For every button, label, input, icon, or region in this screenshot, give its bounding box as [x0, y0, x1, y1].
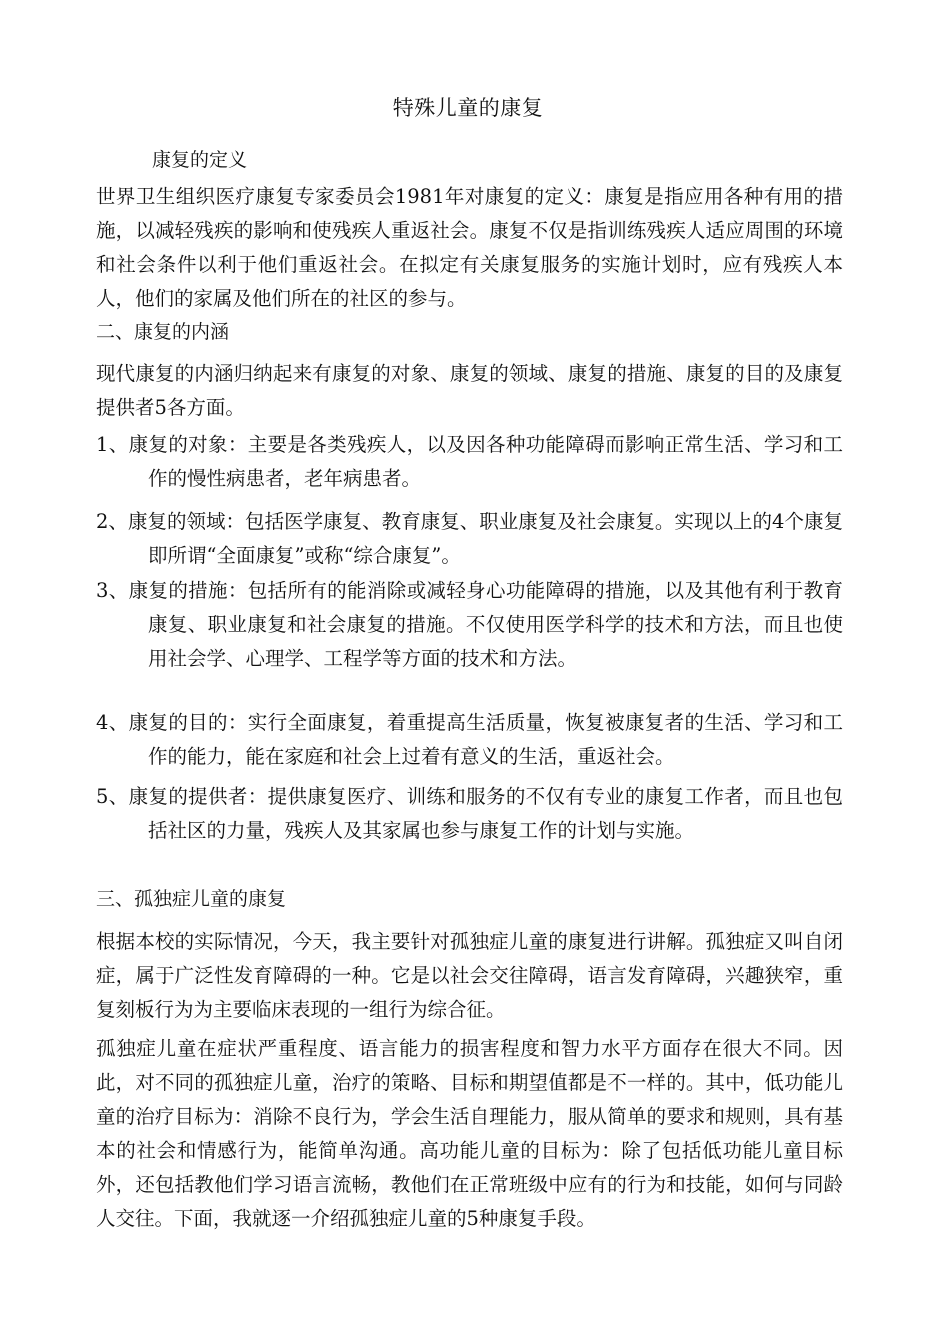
- list-item-number: 3、: [96, 579, 129, 602]
- section-heading-autism: 三、孤独症儿童的康复: [96, 888, 287, 910]
- list-item-number: 1、: [96, 433, 129, 456]
- list-item: [96, 780, 843, 848]
- list-item-text: 康复的提供者：提供康复医疗、训练和服务的不仅有专业的康复工作者，而且也包括社区的力量，残疾人及其家属也参与康复工作的计划与实施。: [128, 785, 843, 842]
- list-item-text: 康复的对象：主要是各类残疾人，以及因各种功能障碍而影响正常生活、学习和工作的慢性病患者，老年病患者。: [128, 433, 843, 490]
- list-item: [96, 706, 843, 774]
- definition-paragraph: 世界卫生组织医疗康复专家委员会1981年对康复的定义：康复是指应用各种有用的措施，以减轻残疾的影响和使残疾人重返社会。康复不仅是指训练残疾人适应周围的环境和社会条件以利于他们重返社会。在拟定有关康复服务的实施计划时，应有残疾人本人，他们的家属及他们所在的社区的参与。: [96, 185, 843, 310]
- list-item-number: 5、: [96, 785, 129, 808]
- list-item: [96, 428, 843, 496]
- section-heading-definition: 康复的定义: [152, 149, 248, 171]
- list-item-text: 康复的领域：包括医学康复、教育康复、职业康复及社会康复。实现以上的4个康复即所谓“全面康复”或称“综合康复”。: [127, 510, 843, 567]
- document-title: 特殊儿童的康复: [392, 96, 544, 120]
- connotation-paragraph: 现代康复的内涵归纳起来有康复的对象、康复的领域、康复的措施、康复的目的及康复提供者5各方面。: [96, 362, 843, 419]
- list-item: [96, 505, 843, 573]
- list-item-number: 2、: [96, 510, 128, 533]
- list-item: [96, 574, 843, 676]
- list-item-text: 康复的目的：实行全面康复，着重提高生活质量，恢复被康复者的生活、学习和工作的能力，能在家庭和社会上过着有意义的生活，重返社会。: [128, 711, 843, 768]
- list-item-number: 4、: [96, 711, 129, 734]
- section-heading-connotation: 二、康复的内涵: [96, 321, 230, 343]
- list-item-text: 康复的措施：包括所有的能消除或减轻身心功能障碍的措施，以及其他有利于教育康复、职业康复和社会康复的措施。不仅使用医学科学的技术和方法，而且也使用社会学、心理学、工程学等方面的技术和方法。: [128, 579, 843, 670]
- autism-paragraph-2: 孤独症儿童在症状严重程度、语言能力的损害程度和智力水平方面存在很大不同。因此，对不同的孤独症儿童，治疗的策略、目标和期望值都是不一样的。其中，低功能儿童的治疗目标为：消除不良行为，学会生活自理能力，服从简单的要求和规则，具有基本的社会和情感行为，能简单沟通。高功能儿童的目标为：除了包括低功能儿童目标外，还包括教他们学习语言流畅，教他们在正常班级中应有的行为和技能，如何与同龄人交往。下面，我就逐一介绍孤独症儿童的5种康复手段。: [96, 1037, 843, 1230]
- autism-paragraph-1: 根据本校的实际情况，今天，我主要针对孤独症儿童的康复进行讲解。孤独症又叫自闭症，属于广泛性发育障碍的一种。它是以社会交往障碍，语言发育障碍，兴趣狭窄，重复刻板行为为主要临床表现的一组行为综合征。: [96, 930, 843, 1021]
